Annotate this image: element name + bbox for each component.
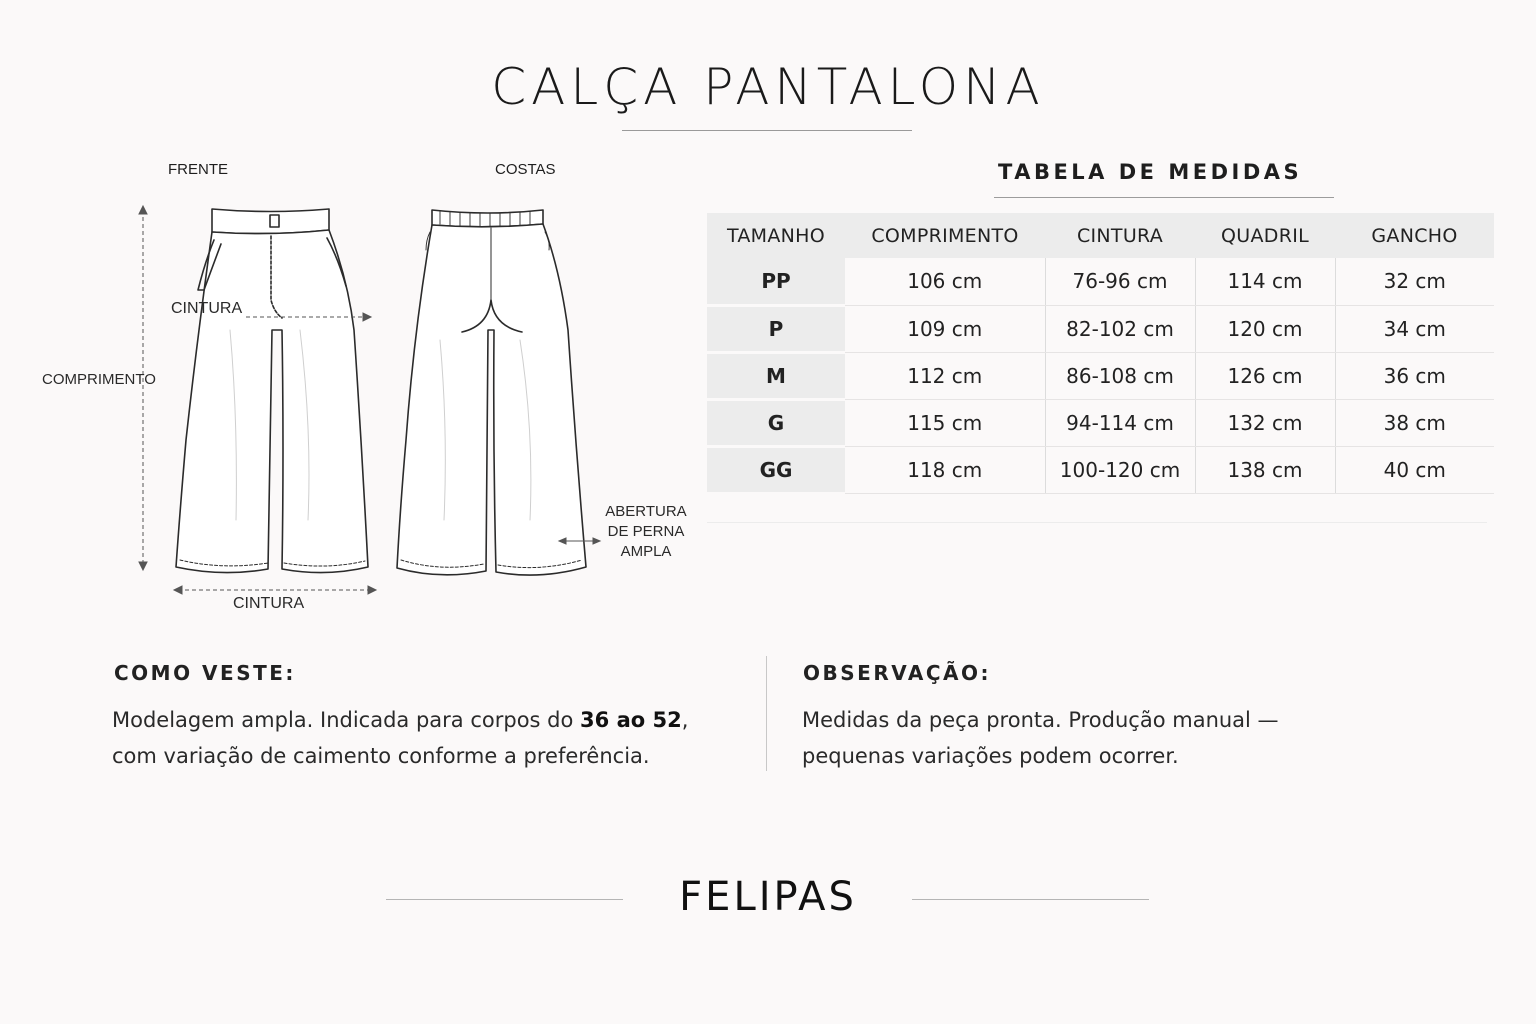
size-table-title-underline [994,197,1334,198]
length-cell: 109 cm [845,305,1045,352]
length-cell: 115 cm [845,399,1045,446]
hip-cell: 126 cm [1195,352,1335,399]
fit-text: Modelagem ampla. Indicada para corpos do 36 ao 52, com variação de caimento conforme a preferência. [112,708,689,768]
hip-cell: 132 cm [1195,399,1335,446]
rise-cell: 34 cm [1335,305,1494,352]
table-bottom-rule [707,522,1487,523]
length-cell: 112 cm [845,352,1045,399]
observation-text: Medidas da peça pronta. Produção manual — pequenas variações podem ocorrer. [802,708,1279,768]
length-label: COMPRIMENTO [42,371,156,388]
table-row [707,258,1494,305]
column-header: GANCHO [1335,213,1494,258]
length-cell: 118 cm [845,446,1045,493]
length-cell: 106 cm [845,258,1045,305]
size-cell: P [707,305,845,352]
notes-divider [766,656,767,771]
rise-cell: 38 cm [1335,399,1494,446]
size-cell: M [707,352,845,399]
hem-label: CINTURA [233,595,305,612]
table-row [707,305,1494,352]
waist-cell: 82-102 cm [1045,305,1195,352]
rise-cell: 32 cm [1335,258,1494,305]
size-table-header-row [707,213,1494,258]
brand-right-rule [912,899,1149,900]
hip-cell: 120 cm [1195,305,1335,352]
brand-logo-text: FELIPAS [679,874,857,920]
rise-cell: 40 cm [1335,446,1494,493]
front-view-label: FRENTE [168,161,228,178]
size-cell: GG [707,446,845,493]
column-header: TAMANHO [707,213,845,258]
size-range-highlight: 36 ao 52 [580,708,682,732]
rise-cell: 36 cm [1335,352,1494,399]
back-waistband [432,210,543,227]
size-cell: G [707,399,845,446]
size-table [707,213,1494,495]
waist-label: CINTURA [171,300,243,317]
hip-cell: 138 cm [1195,446,1335,493]
waist-cell: 94-114 cm [1045,399,1195,446]
column-header: CINTURA [1045,213,1195,258]
front-pants-outline [176,230,368,573]
column-header: QUADRIL [1195,213,1335,258]
fit-heading: COMO VESTE: [114,661,296,685]
observation-heading: OBSERVAÇÃO: [803,661,991,685]
size-table-title: TABELA DE MEDIDAS [998,160,1303,184]
hip-cell: 114 cm [1195,258,1335,305]
column-header: COMPRIMENTO [845,213,1045,258]
waist-cell: 86-108 cm [1045,352,1195,399]
back-view-label: COSTAS [495,161,556,178]
table-row [707,399,1494,446]
table-row [707,446,1494,493]
waist-cell: 100-120 cm [1045,446,1195,493]
table-row [707,352,1494,399]
waist-cell: 76-96 cm [1045,258,1195,305]
size-cell: PP [707,258,845,305]
leg-opening-label: ABERTURA DE PERNA AMPLA [605,503,687,560]
front-button [270,215,279,227]
page-title: CALÇA PANTALONA [491,58,1045,116]
